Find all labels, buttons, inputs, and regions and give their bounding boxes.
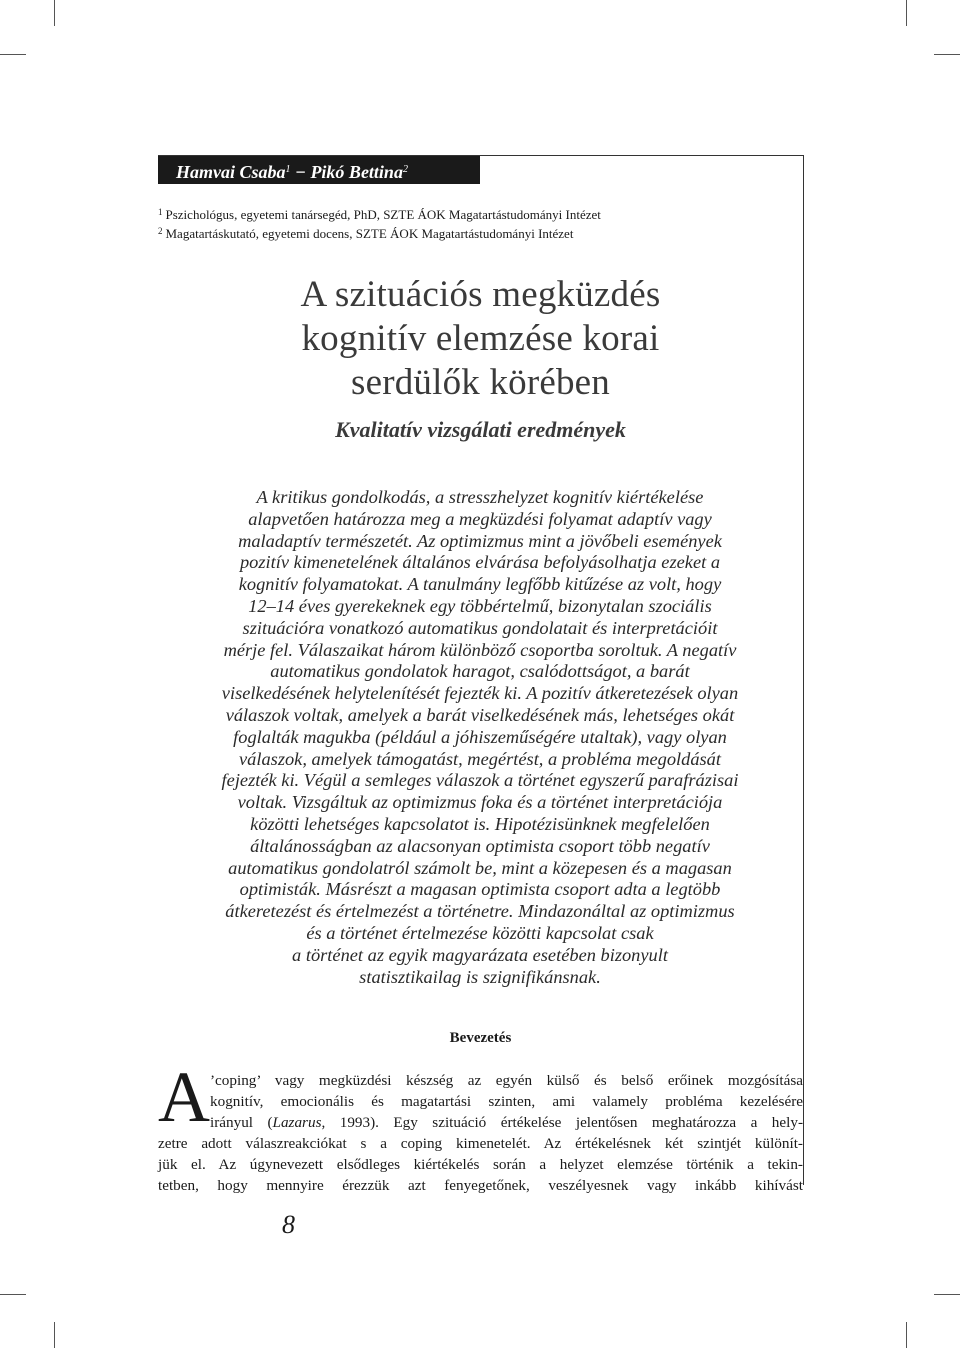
abstract-line: alapvetően határozza meg a megküzdési folyamat adaptív vagy bbox=[248, 508, 712, 529]
author-2-sup: 2 bbox=[402, 164, 408, 175]
abstract-line: foglalták magukba (például a jóhiszeműségére utaltak), vagy olyan bbox=[233, 726, 727, 747]
body-line: jük el. Az úgynevezett elsődleges kiértékelés során a helyzet elemzése történik a tekin- bbox=[158, 1156, 803, 1173]
affiliation-1: $^1$ Pszichológus, egyetemi tanársegéd, PhD, SZTE ÁOK Magatartástudományi Intézet bbox=[158, 207, 601, 222]
body-line: irányul (Lazarus, 1993). Egy szituáció értékelése jelentősen meghatározza a hely- bbox=[210, 1114, 803, 1131]
body-paragraph bbox=[158, 1070, 803, 1196]
citation-author: Lazarus bbox=[272, 1114, 322, 1131]
abstract-line: voltak. Vizsgáltuk az optimizmus foka és a történet interpretációja bbox=[237, 792, 723, 813]
author-2: Pikó Bettina bbox=[310, 162, 403, 182]
body-line: ’coping’ vagy megküzdési készség az egyén külső és belső erőinek mozgósítása bbox=[210, 1072, 803, 1089]
crop-mark bbox=[0, 1294, 26, 1295]
abstract-line: automatikus gondolatról számolt be, mint a közepesen és a magasan bbox=[228, 857, 732, 878]
article-subtitle: Kvalitatív vizsgálati eredmények bbox=[335, 417, 626, 442]
title-line: A szituációs megküzdés bbox=[300, 274, 661, 315]
body-line: tetben, hogy mennyire érezzük azt fenyegetőnek, veszélyesnek vagy inkább kihívást bbox=[158, 1177, 803, 1194]
abstract-line: automatikus gondolatok haragot, csalódottságot, a barát bbox=[270, 661, 690, 682]
abstract bbox=[160, 487, 800, 988]
author-1-sup: 1 bbox=[285, 164, 291, 175]
crop-mark bbox=[0, 54, 26, 55]
abstract-line: maladaptív természetét. Az optimizmus mint a jövőbeli események bbox=[238, 530, 722, 551]
title-line: serdülők körében bbox=[350, 362, 611, 403]
body-line: zetre adott válaszreakciókat s a coping kimenetelét. Az értékelésnek két szintjét különít- bbox=[158, 1135, 803, 1152]
article-title bbox=[158, 273, 803, 405]
abstract-line: általánosságban az alacsonyan optimista csoport több negatív bbox=[250, 835, 710, 856]
page-number: 8 bbox=[282, 1210, 295, 1239]
abstract-line: közötti lehetséges kapcsolatot is. Hipotézisünknek megfelelően bbox=[250, 813, 710, 834]
author-bar bbox=[158, 156, 480, 184]
crop-mark bbox=[54, 0, 55, 26]
crop-mark bbox=[906, 1322, 907, 1348]
section-heading: Bevezetés bbox=[449, 1030, 512, 1046]
crop-mark bbox=[934, 54, 960, 55]
author-1: Hamvai Csaba bbox=[176, 162, 286, 182]
abstract-line: kognitív folyamatokat. A tanulmány legfőbb kitűzése az volt, hogy bbox=[238, 574, 722, 595]
title-line: kognitív elemzése korai bbox=[301, 318, 660, 359]
body-line: kognitív, emocionális és magatartási szinten, ami valamely probléma kezelésére bbox=[210, 1093, 803, 1110]
abstract-line: a történet az egyik magyarázata esetében bizonyult bbox=[292, 944, 668, 965]
crop-mark bbox=[934, 1294, 960, 1295]
crop-mark bbox=[906, 0, 907, 26]
abstract-line: szituációra vonatkozó automatikus gondolatait és interpretációit bbox=[242, 617, 718, 638]
abstract-line: A kritikus gondolkodás, a stresszhelyzet kognitív kiértékelése bbox=[256, 487, 704, 507]
abstract-line: mérje fel. Válaszaikat három különböző csoportba soroltuk. A negatív bbox=[223, 639, 737, 660]
abstract-line: és a történet értelmezése közötti kapcsolat csak bbox=[306, 922, 654, 943]
frame-right-rule bbox=[803, 155, 804, 1185]
abstract-line: átkeretezést és értelmezést a történetre. Mindazonáltal az optimizmus bbox=[225, 901, 735, 922]
abstract-line: statisztikailag is szignifikánsnak. bbox=[359, 966, 601, 987]
affiliations bbox=[158, 204, 798, 242]
abstract-line: válaszok, amelyek támogatást, megértést, a probléma megoldását bbox=[239, 748, 721, 769]
author-separator: − bbox=[290, 162, 311, 182]
crop-mark bbox=[54, 1322, 55, 1348]
abstract-line: viselkedésének helytelenítését fejezték ki. A pozitív átkeretezések olyan bbox=[221, 683, 739, 704]
abstract-line: fejezték ki. Végül a semleges válaszok a történet egyszerű parafrázisai bbox=[221, 770, 739, 791]
affiliation-2: $^2$ Magatartáskutató, egyetemi docens, SZTE ÁOK Magatartástudományi Intézet bbox=[158, 226, 574, 241]
abstract-line: 12–14 éves gyerekeknek egy többértelmű, bizonytalan szociális bbox=[248, 595, 712, 616]
abstract-line: pozitív kimenetelének általános elvárása befolyásolhatja ezeket a bbox=[239, 552, 721, 573]
drop-cap: A bbox=[158, 1057, 210, 1137]
abstract-line: válaszok voltak, amelyek a barát viselkedésének más, lehetséges okát bbox=[225, 704, 735, 725]
abstract-line: optimisták. Másrészt a magasan optimista csoport adta a legtöbb bbox=[239, 879, 721, 900]
